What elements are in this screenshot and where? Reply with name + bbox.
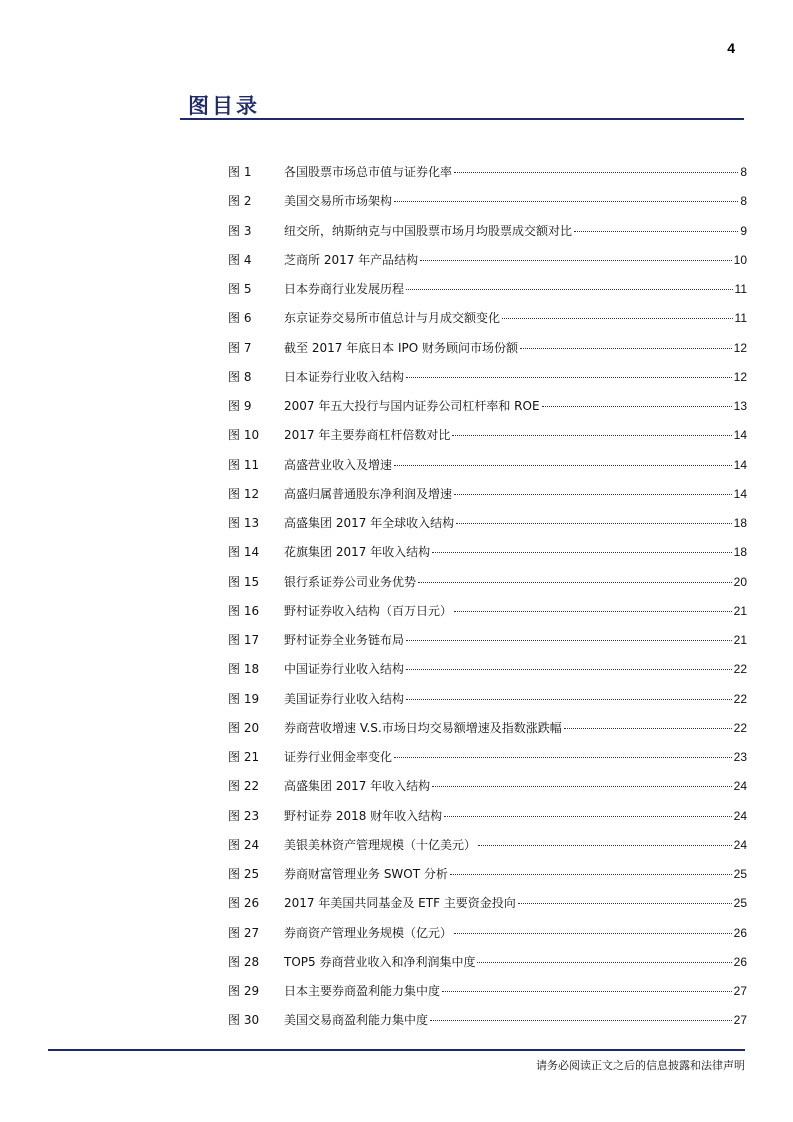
toc-entry[interactable] — [228, 597, 747, 626]
figure-title: 花旗集团 2017 年收入结构 — [284, 545, 431, 560]
figure-title: 高盛集团 2017 年收入结构 — [284, 779, 431, 794]
footer-disclaimer: 请务必阅读正文之后的信息披露和法律声明 — [536, 1059, 745, 1072]
figure-label: 图 10 — [228, 428, 260, 443]
figure-label: 图 23 — [228, 808, 260, 823]
figure-title: 野村证券收入结构（百万日元） — [284, 603, 453, 618]
figure-label: 图 11 — [228, 457, 260, 472]
figure-page-number: 14 — [733, 457, 747, 472]
toc-entry[interactable] — [228, 743, 747, 772]
figure-title: 东京证券交易所市值总计与月成交额变化 — [284, 311, 501, 326]
figure-label: 图 27 — [228, 925, 260, 940]
figure-page-number: 9 — [740, 223, 747, 238]
page-number: 4 — [727, 40, 735, 56]
figure-title: 2017 年美国共同基金及 ETF 主要资金投向 — [284, 896, 516, 911]
figure-title: 中国证券行业收入结构 — [284, 662, 405, 677]
figure-page-number: 25 — [733, 896, 747, 911]
figure-label: 图 7 — [228, 340, 252, 355]
figure-label: 图 15 — [228, 574, 260, 589]
figure-title: 日本券商行业发展历程 — [284, 282, 405, 296]
toc-entry[interactable] — [228, 889, 747, 918]
figure-title: 2017 年主要券商杠杆倍数对比 — [284, 428, 451, 443]
dot-leader — [406, 289, 733, 290]
figure-label: 图 12 — [228, 486, 260, 501]
toc-entry[interactable] — [228, 217, 747, 246]
toc-entry[interactable] — [228, 187, 747, 216]
figure-title: 券商营收增速 V.S.市场日均交易额增速及指数涨跌幅 — [284, 720, 562, 735]
figure-page-number: 21 — [733, 603, 747, 618]
dot-leader — [444, 816, 731, 817]
figure-label: 图 9 — [228, 399, 252, 413]
figure-title: 美国证券行业收入结构 — [284, 691, 405, 706]
toc-entry[interactable] — [228, 655, 747, 684]
figure-page-number: 23 — [733, 750, 747, 764]
figure-label: 图 6 — [228, 311, 252, 326]
figure-title: 截至 2017 年底日本 IPO 财务顾问市场份额 — [284, 340, 519, 355]
dot-leader — [406, 640, 732, 641]
figure-label: 图 18 — [228, 662, 260, 677]
dot-leader — [432, 552, 731, 553]
figure-page-number: 24 — [733, 837, 747, 852]
figure-title: 券商资产管理业务规模（亿元） — [284, 925, 453, 940]
dot-leader — [502, 318, 733, 319]
figure-page-number: 24 — [733, 779, 747, 794]
figure-title: 纽交所，纳斯纳克与中国股票市场月均股票成交额对比 — [284, 223, 573, 238]
toc-entry[interactable] — [228, 275, 747, 304]
dot-leader — [394, 201, 738, 202]
figure-label: 图 24 — [228, 837, 260, 852]
toc-entry[interactable] — [228, 685, 747, 714]
figure-label: 图 29 — [228, 984, 260, 998]
figure-page-number: 22 — [733, 662, 747, 677]
figure-page-number: 12 — [733, 340, 747, 355]
figure-label: 图 3 — [228, 223, 252, 238]
figure-label: 图 26 — [228, 896, 260, 911]
toc-entry[interactable] — [228, 158, 747, 187]
toc-entry[interactable] — [228, 1006, 747, 1035]
figure-title: 日本证券行业收入结构 — [284, 369, 405, 384]
dot-leader — [452, 435, 731, 436]
figure-page-number: 18 — [733, 516, 747, 530]
figure-page-number: 26 — [733, 954, 747, 969]
figure-label: 图 28 — [228, 954, 260, 969]
figure-title: 日本主要券商盈利能力集中度 — [284, 984, 441, 998]
toc-entry[interactable] — [228, 509, 747, 538]
dot-leader — [454, 933, 732, 934]
figure-label: 图 5 — [228, 282, 252, 296]
figure-title: 美银美林资产管理规模（十亿美元） — [284, 837, 477, 852]
toc-entry[interactable] — [228, 860, 747, 889]
dot-leader — [394, 465, 732, 466]
figure-page-number: 8 — [740, 165, 747, 179]
figure-label: 图 25 — [228, 867, 260, 881]
section-title: 图目录 — [188, 94, 260, 118]
figure-title: 各国股票市场总市值与证券化率 — [284, 165, 453, 179]
toc-entry[interactable] — [228, 802, 747, 831]
figure-page-number: 27 — [733, 1013, 747, 1028]
toc-entry[interactable] — [228, 831, 747, 860]
figure-page-number: 20 — [733, 574, 747, 589]
toc-entry[interactable] — [228, 363, 747, 392]
figure-label: 图 30 — [228, 1013, 260, 1028]
figure-title: 高盛营业收入及增速 — [284, 457, 393, 472]
figure-label: 图 20 — [228, 720, 260, 735]
figure-page-number: 27 — [733, 984, 747, 998]
figure-label: 图 4 — [228, 252, 252, 267]
dot-leader — [564, 728, 732, 729]
dot-leader — [418, 582, 732, 583]
dot-leader — [406, 669, 732, 670]
figure-label: 图 14 — [228, 545, 260, 560]
dot-leader — [477, 962, 731, 963]
figure-title: 券商财富管理业务 SWOT 分析 — [284, 867, 448, 881]
toc-entry[interactable] — [228, 246, 747, 275]
figure-title: 高盛集团 2017 年全球收入结构 — [284, 516, 455, 530]
figure-page-number: 14 — [733, 486, 747, 501]
figure-title: TOP5 券商营业收入和净利润集中度 — [284, 954, 476, 969]
toc-entry[interactable] — [228, 304, 747, 333]
figure-page-number: 13 — [733, 399, 747, 413]
dot-leader — [432, 786, 731, 787]
dot-leader — [442, 991, 732, 992]
dot-leader — [450, 874, 732, 875]
dot-leader — [478, 845, 732, 846]
dot-leader — [456, 523, 731, 524]
figure-page-number: 11 — [734, 282, 747, 296]
toc-entry[interactable] — [228, 538, 747, 567]
figure-page-number: 25 — [733, 867, 747, 881]
figure-page-number: 10 — [733, 252, 747, 267]
figure-title: 芝商所 2017 年产品结构 — [284, 252, 419, 267]
title-divider — [180, 118, 744, 120]
toc-entry[interactable] — [228, 977, 747, 1006]
figure-page-number: 24 — [733, 808, 747, 823]
figure-title: 美国交易所市场架构 — [284, 194, 393, 209]
figure-page-number: 14 — [733, 428, 747, 443]
figure-page-number: 12 — [733, 369, 747, 384]
dot-leader — [454, 172, 738, 173]
figure-title: 美国交易商盈利能力集中度 — [284, 1013, 429, 1028]
figure-title: 野村证券全业务链布局 — [284, 633, 405, 647]
figure-title: 野村证券 2018 财年收入结构 — [284, 808, 443, 823]
dot-leader — [518, 903, 732, 904]
toc-entry[interactable] — [228, 948, 747, 977]
figure-label: 图 13 — [228, 516, 260, 530]
figure-page-number: 11 — [734, 311, 747, 326]
toc-entry[interactable] — [228, 568, 747, 597]
toc-entry[interactable] — [228, 392, 747, 421]
figure-page-number: 26 — [733, 925, 747, 940]
figure-label: 图 19 — [228, 691, 260, 706]
figure-title: 2007 年五大投行与国内证券公司杠杆率和 ROE — [284, 399, 540, 413]
figure-label: 图 21 — [228, 750, 260, 764]
figure-page-number: 21 — [733, 633, 747, 647]
dot-leader — [454, 611, 732, 612]
figure-title: 高盛归属普通股东净利润及增速 — [284, 486, 453, 501]
figure-label: 图 16 — [228, 603, 260, 618]
toc-entry[interactable] — [228, 626, 747, 655]
dot-leader — [430, 1020, 732, 1021]
figure-page-number: 18 — [733, 545, 747, 560]
toc-entry[interactable] — [228, 772, 747, 801]
dot-leader — [454, 494, 732, 495]
figure-label: 图 17 — [228, 633, 260, 647]
toc-entry[interactable] — [228, 480, 747, 509]
figure-page-number: 22 — [733, 691, 747, 706]
footer-divider — [48, 1049, 745, 1051]
toc-entry[interactable] — [228, 451, 747, 480]
dot-leader — [420, 260, 731, 261]
toc-entry[interactable] — [228, 421, 747, 450]
figure-label: 图 8 — [228, 369, 252, 384]
dot-leader — [520, 348, 732, 349]
figure-label: 图 1 — [228, 165, 252, 179]
figure-page-number: 22 — [733, 720, 747, 735]
dot-leader — [574, 231, 738, 232]
figure-label: 图 2 — [228, 194, 252, 209]
dot-leader — [394, 757, 732, 758]
dot-leader — [542, 406, 732, 407]
figure-page-number: 8 — [740, 194, 747, 209]
toc-entry[interactable] — [228, 714, 747, 743]
toc-entry[interactable] — [228, 334, 747, 363]
toc-entry[interactable] — [228, 919, 747, 948]
dot-leader — [406, 377, 732, 378]
dot-leader — [406, 699, 732, 700]
figure-title: 银行系证券公司业务优势 — [284, 574, 417, 589]
figure-label: 图 22 — [228, 779, 260, 794]
figure-list — [228, 158, 747, 1036]
figure-title: 证券行业佣金率变化 — [284, 750, 393, 764]
